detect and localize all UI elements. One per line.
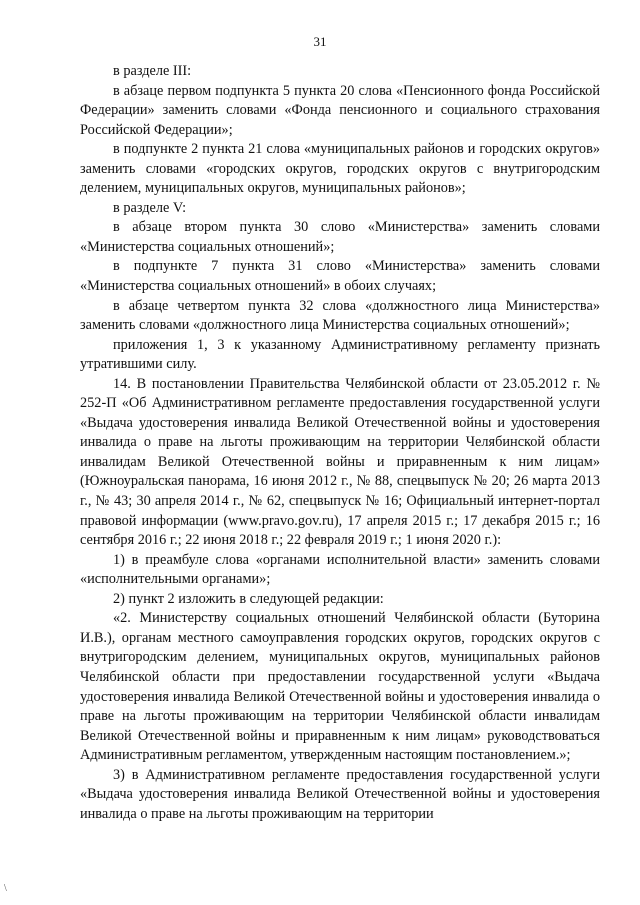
paragraph-section-3-heading: в разделе III: — [113, 63, 192, 79]
document-body — [80, 62, 600, 824]
paragraph-item-30: в абзаце втором пункта 30 слово «Министерства» заменить словами «Министерства социальных отношений»; — [80, 219, 600, 255]
paragraph-subclause-2: 2) пункт 2 изложить в следующей редакции: — [113, 590, 384, 607]
paragraph-subclause-3: 3) в Административном регламенте предоставления государственной услуги «Выдача удостоверения инвалида Великой Отечественной войны и удостоверения инвалида о праве на льготы проживающим на территории — [80, 766, 600, 822]
page-number: 31 — [313, 34, 327, 49]
paragraph-item-31: в подпункте 7 пункта 31 слово «Министерства» заменить словами «Министерства социальных отношений» в обоих случаях; — [80, 258, 600, 295]
paragraph-item-20: в абзаце первом подпункта 5 пункта 20 слова «Пенсионного фонда Российской Федерации» заменить словами «Фонда пенсионного и социального страхования Российской Федерации»; — [80, 82, 600, 138]
scan-edge-mark: \ — [4, 883, 7, 894]
paragraph-section-5-heading: в разделе V: — [113, 199, 187, 216]
paragraph-clause-14: 14. В постановлении Правительства Челябинской области от 23.05.2012 г. № 252-П «Об Административном регламенте предоставления государственной услуги «Выдача удостоверения инвалида Великой Отечественной войны и удостоверения инвалида о праве на льготы проживающим на территории Челябинской области инвалидам Великой Отечественной войны и приравненным к ним лицам» (Южноуральская панорама, 16 июня 2012 г., № 88, спецвыпуск № 20; 26 марта 2013 г., № 43; 30 апреля 2014 г., № 62, спецвыпуск № 16; Официальный интернет-портал правовой информации (www.pravo.gov.ru), 17 апреля 2015 г.; 17 декабря 2015 г.; 16 сентября 2016 г.; 22 июня 2018 г.; 22 февраля 2019 г.; 1 июня 2020 г.): — [80, 375, 600, 549]
paragraph-item-32: в абзаце четвертом пункта 32 слова «должностного лица Министерства» заменить словами «должностного лица Министерства социальных отношений»; — [80, 297, 600, 334]
paragraph-new-item-2: «2. Министерству социальных отношений Челябинской области (Буторина И.В.), органам местного самоуправления городских округов, городских округов с внутригородским делением, муниципальных округов, муниципальных районов Челябинской области при предоставлении государственной услуги «Выдача удостоверения инвалида Великой Отечественной войны и удостоверения инвалида о праве на льготы проживающим на территории Челябинской области инвалидам Великой Отечественной войны и приравненным к ним лицам» руководствоваться Административным регламентом, утвержденным настоящим постановлением.»; — [80, 610, 600, 764]
paragraph-item-21: в подпункте 2 пункта 21 слова «муниципальных районов и городских округов» заменить словами «городских округов, городских округов с внутригородским делением, муниципальных округов, муниципальных районов»; — [80, 141, 600, 197]
paragraph-subclause-1: 1) в преамбуле слова «органами исполнительной власти» заменить словами «исполнительными органами»; — [80, 551, 600, 588]
paragraph-appendices: приложения 1, 3 к указанному Административному регламенту признать утратившими силу. — [80, 336, 600, 373]
